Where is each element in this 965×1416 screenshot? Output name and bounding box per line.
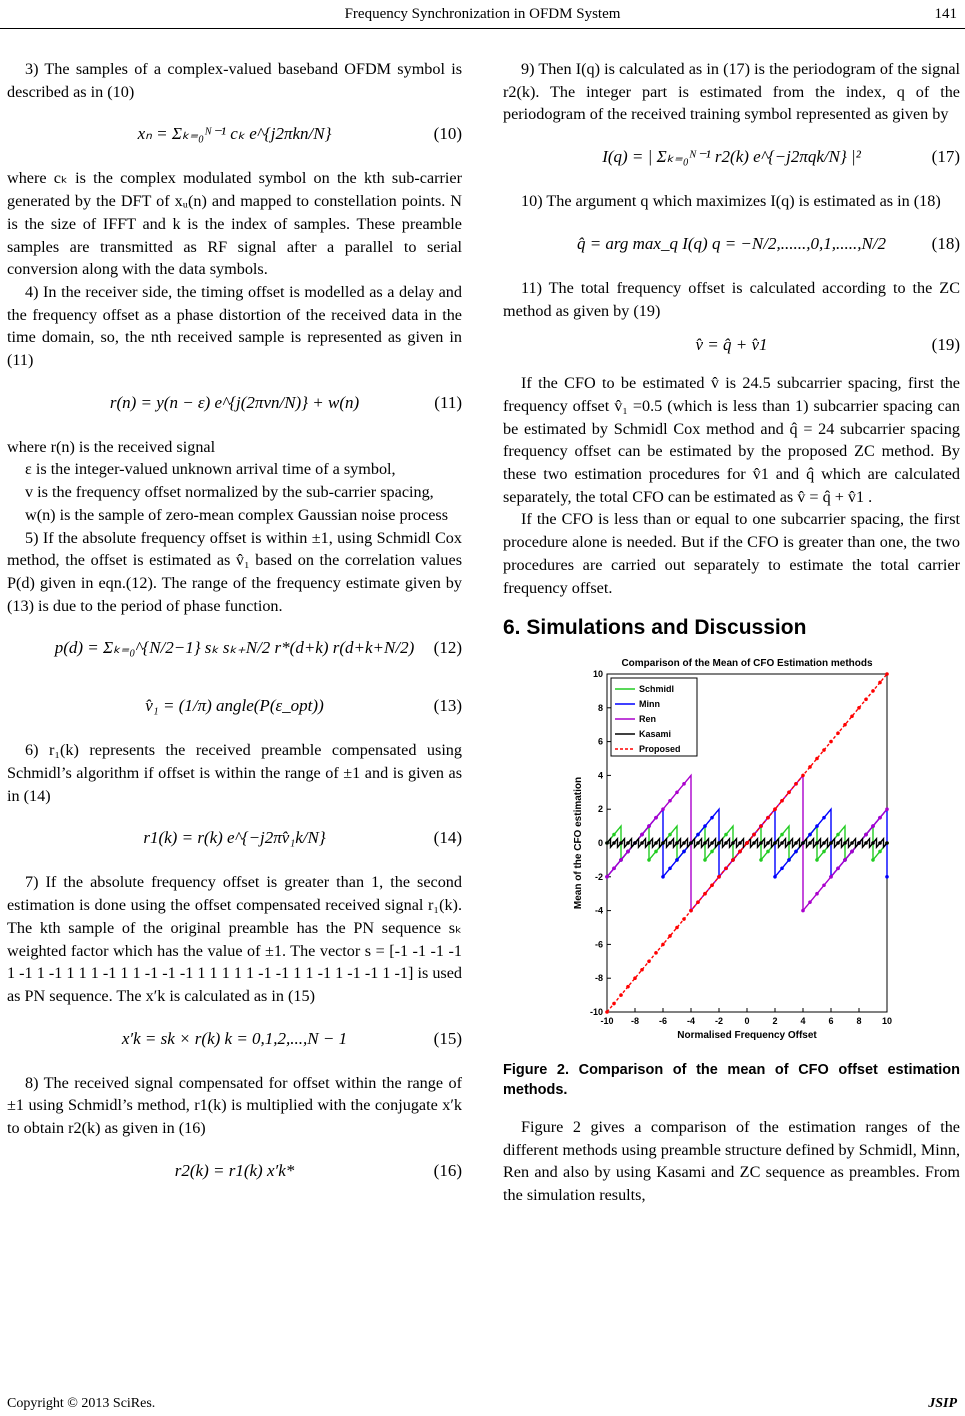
data-point-proposed [640, 968, 644, 972]
data-point-kasami [682, 841, 686, 845]
y-tick-label: 6 [597, 736, 603, 747]
data-point-minn [682, 850, 686, 854]
right-column [503, 58, 960, 1207]
equation-15: x′k = sk × r(k) k = 0,1,2,...,N − 1 (15) [121, 1028, 462, 1048]
data-point-proposed [787, 790, 791, 794]
data-point-minn [668, 867, 672, 871]
data-point-minn [710, 816, 714, 820]
data-point-kasami [773, 841, 777, 845]
data-point-kasami [675, 841, 679, 845]
y-tick-label: -2 [594, 871, 603, 882]
data-point-schmidl [766, 850, 770, 854]
data-point-kasami [710, 841, 714, 845]
para-13: If the CFO is less than or equal to one subcarrier spacing, the first procedure alone is needed. But if the CFO is greater than one, the two procedures are carried out separately to estimate the total carrier frequency offset. [503, 510, 960, 597]
data-point-kasami [612, 841, 616, 845]
data-point-ren [612, 867, 616, 871]
y-tick-label: 2 [597, 804, 603, 815]
legend-label-ren: Ren [639, 713, 657, 724]
journal-name: JSIP [928, 1396, 957, 1411]
data-point-ren [605, 875, 609, 879]
x-tick-label: -6 [658, 1015, 668, 1026]
data-point-kasami [794, 841, 798, 845]
data-point-kasami [661, 841, 665, 845]
data-point-minn [787, 858, 791, 862]
data-point-ren [871, 824, 875, 828]
copyright: Copyright © 2013 SciRes. [7, 1396, 156, 1411]
x-tick-label: -2 [714, 1015, 724, 1026]
data-point-schmidl [780, 833, 784, 837]
y-tick-label: 10 [592, 668, 603, 679]
cfo-chart [569, 652, 894, 1052]
data-point-kasami [857, 841, 861, 845]
data-point-proposed [759, 824, 763, 828]
data-point-kasami [850, 841, 854, 845]
data-point-kasami [871, 841, 875, 845]
data-point-proposed [731, 858, 735, 862]
data-point-proposed [745, 841, 749, 845]
data-point-schmidl [815, 858, 819, 862]
x-tick-label: -10 [600, 1015, 614, 1026]
x-axis-label: Normalised Frequency Offset [677, 1029, 817, 1041]
data-point-kasami [647, 841, 651, 845]
data-point-proposed [661, 943, 665, 947]
para-11: 11) The total frequency offset is calculated according to the ZC method as given by (19) [503, 278, 960, 320]
data-point-kasami [633, 841, 637, 845]
y-tick-label: 0 [597, 837, 603, 848]
para-12: If the CFO to be estimated v̂ is 24.5 subcarrier spacing, first the frequency offset v̂₁ =0.5 (which is less than 1) subcarrier spacing can be estimated by Schmidl Cox method and q̂ = 24 subcarrier spacing frequency offset can be estimated by the proposed ZC method. By these two estimation procedures for v̂1 and q̂ which are calculated separately, the total CFO can be estimated as v̂ = q̂ + v̂1 . [503, 374, 960, 506]
para-3b: where cₖ is the complex modulated symbol on the kth sub-carrier generated by the DFT of xᵤ(n) and mapped to constellation points. N is the size of IFFT and k is the index of samples. These preamble samples are transmitted as RF signal after a parallel to serial conversion along with the data symbols. [7, 169, 462, 279]
legend-label-kasami: Kasami [639, 728, 672, 739]
data-point-kasami [766, 841, 770, 845]
data-point-minn [773, 875, 777, 879]
data-point-proposed [647, 959, 651, 963]
data-point-proposed [843, 723, 847, 727]
data-point-ren [619, 858, 623, 862]
page-number: 141 [934, 6, 957, 22]
data-point-schmidl [836, 833, 840, 837]
data-point-proposed [738, 850, 742, 854]
y-tick-label: -8 [594, 973, 603, 984]
data-point-proposed [857, 706, 861, 710]
data-point-kasami [836, 841, 840, 845]
data-point-minn [885, 875, 889, 879]
data-point-proposed [619, 993, 623, 997]
data-point-proposed [794, 782, 798, 786]
data-point-minn [815, 824, 819, 828]
def-w: w(n) is the sample of zero-mean complex Gaussian noise process [25, 505, 448, 524]
data-point-schmidl [822, 850, 826, 854]
data-point-schmidl [703, 858, 707, 862]
equation-17: I(q) = | Σₖ₌₀ᴺ⁻¹ r2(k) e^{−j2πqk/N} |² (17) [602, 147, 960, 167]
x-tick-label: 2 [772, 1015, 778, 1026]
data-point-ren [843, 858, 847, 862]
para-8: 8) The received signal compensated for offset within the range of ±1 using Schmidl’s method, r1(k) is multiplied with the conjugate x′k to obtain r2(k) as given in (16) [7, 1073, 462, 1138]
y-tick-label: 8 [597, 702, 603, 713]
data-point-schmidl [612, 833, 616, 837]
equation-13: v̂₁ = (1/π) angle(P(ε_opt)) (13) [145, 696, 462, 716]
equation-19: v̂ = q̂ + v̂1 (19) [695, 335, 960, 355]
data-point-kasami [696, 841, 700, 845]
header-rule [0, 28, 965, 29]
data-point-kasami [752, 841, 756, 845]
data-point-proposed [668, 934, 672, 938]
data-point-proposed [878, 681, 882, 685]
data-point-kasami [731, 841, 735, 845]
data-point-minn [661, 875, 665, 879]
data-point-kasami [822, 841, 826, 845]
data-point-ren [850, 850, 854, 854]
data-point-ren [682, 782, 686, 786]
equation-16: r2(k) = r1(k) x′k* (16) [174, 1160, 462, 1180]
data-point-proposed [850, 714, 854, 718]
data-point-ren [640, 833, 644, 837]
def-epsilon: ε is the integer-valued unknown arrival time of a symbol, [25, 460, 396, 479]
data-point-proposed [675, 926, 679, 930]
data-point-minn [822, 816, 826, 820]
data-point-proposed [696, 900, 700, 904]
data-point-proposed [815, 757, 819, 761]
data-point-proposed [605, 1010, 609, 1014]
equation-18: q̂ = arg max_q I(q) q = −N/2,......,0,1,.....,N/2 (18) [576, 233, 960, 253]
data-point-schmidl [654, 850, 658, 854]
data-point-schmidl [710, 850, 714, 854]
x-tick-label: -8 [630, 1015, 640, 1026]
data-point-minn [794, 850, 798, 854]
data-point-proposed [710, 883, 714, 887]
data-point-kasami [878, 841, 882, 845]
figure-caption: Figure 2. Comparison of the mean of CFO offset estimation methods. [503, 1061, 960, 1098]
data-point-kasami [843, 841, 847, 845]
data-point-kasami [780, 841, 784, 845]
x-tick-label: 6 [828, 1015, 834, 1026]
x-tick-label: 10 [881, 1015, 893, 1026]
data-point-ren [654, 816, 658, 820]
y-tick-label: -6 [594, 939, 603, 950]
legend-label-minn: Minn [639, 698, 660, 709]
data-point-kasami [717, 841, 721, 845]
data-point-proposed [864, 698, 868, 702]
data-point-proposed [689, 909, 693, 913]
data-point-proposed [773, 807, 777, 811]
para-4: 4) In the receiver side, the timing offset is modelled as a delay and the frequency offset as a phase distortion of the received data in the time domain, so, the nth received sample is represented as given in (11) [7, 282, 462, 370]
data-point-kasami [864, 841, 868, 845]
data-point-minn [703, 824, 707, 828]
data-point-kasami [759, 841, 763, 845]
data-point-minn [696, 833, 700, 837]
equation-12: p(d) = Σₖ₌₀^{N/2−1} sₖ sₖ₊N/2 r*(d+k) r(d+k+N/2) (12) [54, 638, 462, 658]
data-point-proposed [801, 774, 805, 778]
data-point-kasami [885, 841, 889, 845]
data-point-proposed [703, 892, 707, 896]
data-point-kasami [815, 841, 819, 845]
para-6: 6) r₁(k) represents the received preamble compensated using Schmidl’s algorithm if offset is within the range of ±1 and is given as in (14) [7, 741, 462, 805]
data-point-proposed [780, 799, 784, 803]
data-point-proposed [822, 748, 826, 752]
data-point-kasami [703, 841, 707, 845]
data-point-minn [780, 867, 784, 871]
data-point-ren [675, 790, 679, 794]
data-point-proposed [724, 867, 728, 871]
data-point-schmidl [724, 833, 728, 837]
data-point-proposed [682, 917, 686, 921]
footer [7, 1396, 957, 1412]
data-point-ren [836, 867, 840, 871]
data-point-minn [808, 833, 812, 837]
data-point-minn [675, 858, 679, 862]
para-7: 7) If the absolute frequency offset is greater than 1, the second estimation is done using the offset compensated received signal r₁(k). The kth sample of the original preamble has the PN sequence sₖ weighted factor which has the value of ±1. The vector s = [-1 -1 -1 -1 1 -1 1 -1 1 1 1 -1 1 1 -1 -1 -1 1 1 1 1 1 -1 -1 1 1 -1 1 -1 -1 1 -1] is used as PN sequence. The x′k is calculated as in (15) [7, 873, 462, 1005]
data-point-ren [661, 807, 665, 811]
para-14: Figure 2 gives a comparison of the estimation ranges of the different methods using preamble structure defined by Schmidl, Minn, Ren and also by using Kasami and ZC sequence as preambles. From the simulation results, [503, 1117, 960, 1205]
data-point-kasami [619, 841, 623, 845]
data-point-proposed [766, 816, 770, 820]
para-10: 10) The argument q which maximizes I(q) is estimated as in (18) [521, 192, 941, 211]
data-point-ren [878, 816, 882, 820]
data-point-proposed [654, 951, 658, 955]
data-point-kasami [654, 841, 658, 845]
data-point-schmidl [759, 858, 763, 862]
data-point-ren [801, 909, 805, 913]
data-point-kasami [808, 841, 812, 845]
data-point-ren [829, 875, 833, 879]
y-axis-label: Mean of the CFO estimation [573, 776, 584, 910]
chart-title: Comparison of the Mean of CFO Estimation methods [621, 657, 873, 669]
data-point-kasami [640, 841, 644, 845]
left-column [7, 58, 462, 1204]
running-title: Frequency Synchronization in OFDM System [344, 6, 621, 22]
data-point-kasami [605, 841, 609, 845]
legend-label-schmidl: Schmidl [639, 683, 675, 694]
data-point-kasami [829, 841, 833, 845]
data-point-proposed [612, 1002, 616, 1006]
figure-2 [569, 652, 894, 1052]
para-5: 5) If the absolute frequency offset is within ±1, using Schmidl Cox method, the offset is estimated as v̂₁ based on the correlation values P(d) given in eqn.(12). The range of the frequency estimate given by (13) is due to the period of phase function. [7, 528, 462, 615]
data-point-kasami [738, 841, 742, 845]
data-point-proposed [808, 765, 812, 769]
x-tick-label: 0 [744, 1015, 750, 1026]
data-point-proposed [633, 976, 637, 980]
data-point-schmidl [668, 833, 672, 837]
data-point-ren [885, 807, 889, 811]
equation-14: r1(k) = r(k) e^{−j2πv̂₁k/N} (14) [143, 828, 462, 848]
y-tick-label: 4 [597, 770, 603, 781]
data-point-proposed [836, 731, 840, 735]
data-point-ren [808, 900, 812, 904]
data-point-proposed [885, 672, 889, 676]
x-tick-label: 4 [800, 1015, 806, 1026]
data-point-schmidl [647, 858, 651, 862]
y-tick-label: -10 [589, 1006, 603, 1017]
x-tick-label: 8 [856, 1015, 862, 1026]
data-point-proposed [717, 875, 721, 879]
para-3: 3) The samples of a complex-valued baseband OFDM symbol is described as in (10) [7, 60, 462, 101]
data-point-kasami [801, 841, 805, 845]
data-point-proposed [752, 833, 756, 837]
y-tick-label: -4 [594, 905, 603, 916]
def-v: v is the frequency offset normalized by the sub-carrier spacing, [25, 483, 434, 502]
data-point-proposed [626, 985, 630, 989]
data-point-kasami [626, 841, 630, 845]
data-point-kasami [787, 841, 791, 845]
data-point-kasami [689, 841, 693, 845]
equation-10: xₙ = Σₖ₌₀ᴺ⁻¹ cₖ e^{j2πkn/N} (10) [137, 124, 462, 144]
data-point-schmidl [871, 858, 875, 862]
equation-11: r(n) = y(n − ε) e^{j(2πvn/N)} + w(n) (11) [109, 392, 462, 412]
data-point-ren [864, 833, 868, 837]
legend-label-proposed: Proposed [639, 743, 681, 754]
data-point-schmidl [878, 850, 882, 854]
data-point-proposed [871, 689, 875, 693]
para-9: 9) Then I(q) is calculated as in (17) is the periodogram of the signal r2(k). The integer part is estimated from the index, q of the periodogram of the received training symbol represented as given by [503, 60, 960, 124]
data-point-kasami [724, 841, 728, 845]
data-point-kasami [668, 841, 672, 845]
x-tick-label: -4 [686, 1015, 696, 1026]
data-point-ren [822, 883, 826, 887]
data-point-ren [668, 799, 672, 803]
def-r: where r(n) is the received signal [7, 437, 216, 456]
data-point-ren [815, 892, 819, 896]
data-point-ren [626, 850, 630, 854]
data-point-proposed [829, 740, 833, 744]
section-heading: 6. Simulations and Discussion [503, 616, 807, 640]
data-point-ren [647, 824, 651, 828]
